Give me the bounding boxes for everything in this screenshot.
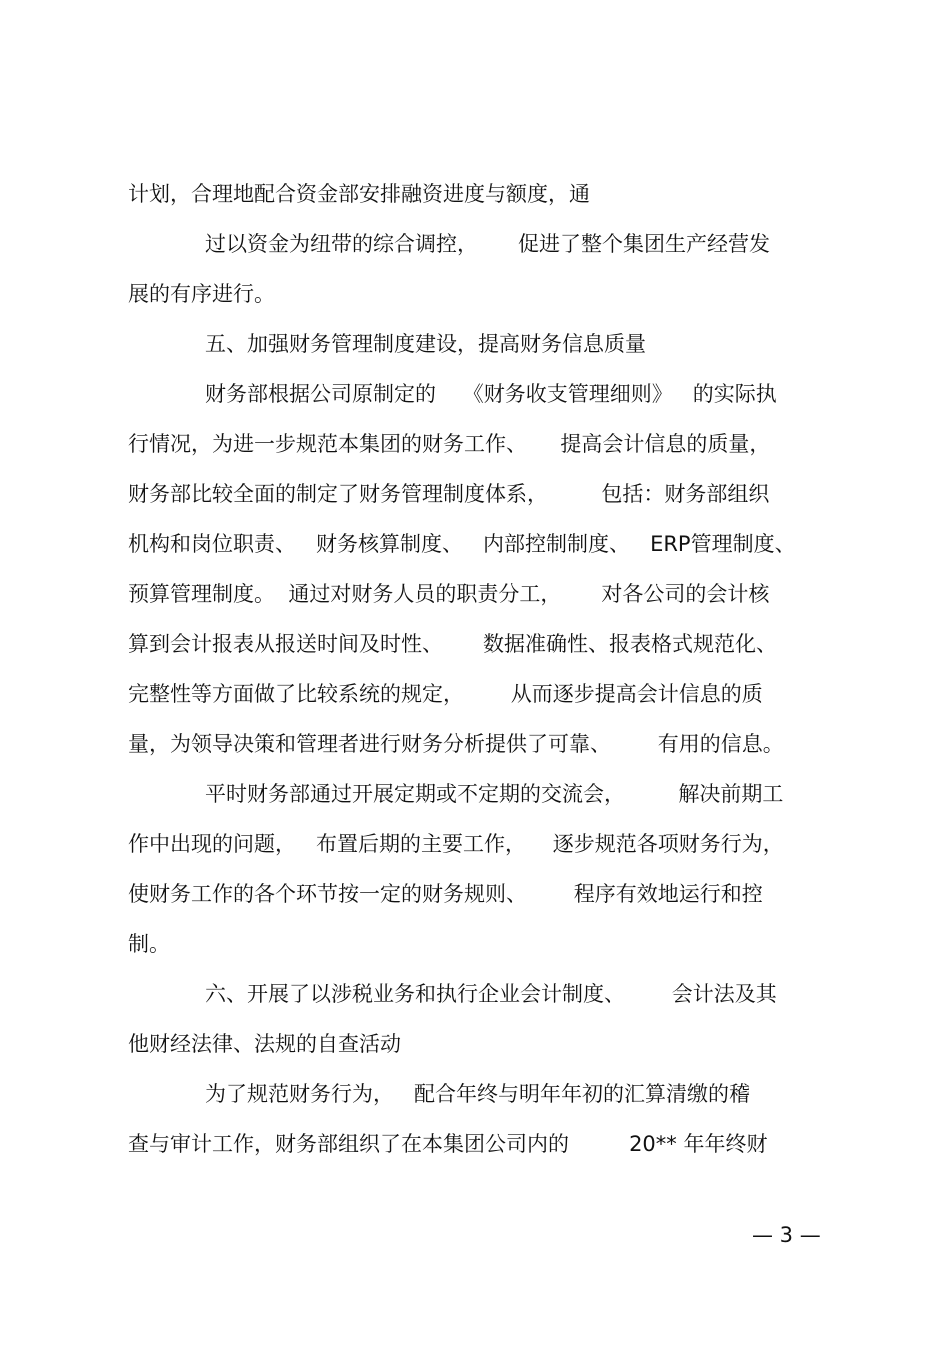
body-line-8: 机构和岗位职责、 财务核算制度、 内部控制制度、 ERP管理制度、	[128, 532, 796, 556]
body-line-2: 过以资金为纽带的综合调控， 促进了整个集团生产经营发	[205, 232, 771, 256]
body-line-15: 使财务工作的各个环节按一定的财务规则、 程序有效地运行和控	[128, 882, 763, 906]
body-line-12: 量，为领导决策和管理者进行财务分析提供了可靠、 有用的信息。	[128, 732, 784, 756]
body-line-6: 行情况，为进一步规范本集团的财务工作、 提高会计信息的质量，	[128, 432, 771, 456]
body-line-3: 展的有序进行。	[128, 282, 275, 306]
body-line-11: 完整性等方面做了比较系统的规定， 从而逐步提高会计信息的质	[128, 682, 763, 706]
section-heading-6-cont: 他财经法律、法规的自查活动	[128, 1032, 401, 1056]
body-line-10: 算到会计报表从报送时间及时性、 数据准确性、报表格式规范化、	[128, 632, 778, 656]
body-line-1: 计划，合理地配合资金部安排融资进度与额度，通	[128, 182, 590, 206]
body-line-19: 为了规范财务行为， 配合年终与明年年初的汇算清缴的稽	[205, 1082, 751, 1106]
page-number: — 3 —	[752, 1223, 821, 1247]
body-line-5: 财务部根据公司原制定的 《财务收支管理细则》 的实际执	[205, 382, 777, 406]
section-heading-6: 六、开展了以涉税业务和执行企业会计制度、 会计法及其	[205, 982, 777, 1006]
body-line-20: 查与审计工作，财务部组织了在本集团公司内的 20** 年年终财	[128, 1132, 768, 1156]
body-line-14: 作中出现的问题， 布置后期的主要工作， 逐步规范各项财务行为，	[128, 832, 784, 856]
body-line-7: 财务部比较全面的制定了财务管理制度体系， 包括：财务部组织	[128, 482, 770, 506]
body-line-13: 平时财务部通过开展定期或不定期的交流会， 解决前期工	[205, 782, 784, 806]
body-line-9: 预算管理制度。 通过对财务人员的职责分工， 对各公司的会计核	[128, 582, 770, 606]
body-line-16: 制。	[128, 932, 170, 956]
section-heading-5: 五、加强财务管理制度建设，提高财务信息质量	[205, 332, 646, 356]
